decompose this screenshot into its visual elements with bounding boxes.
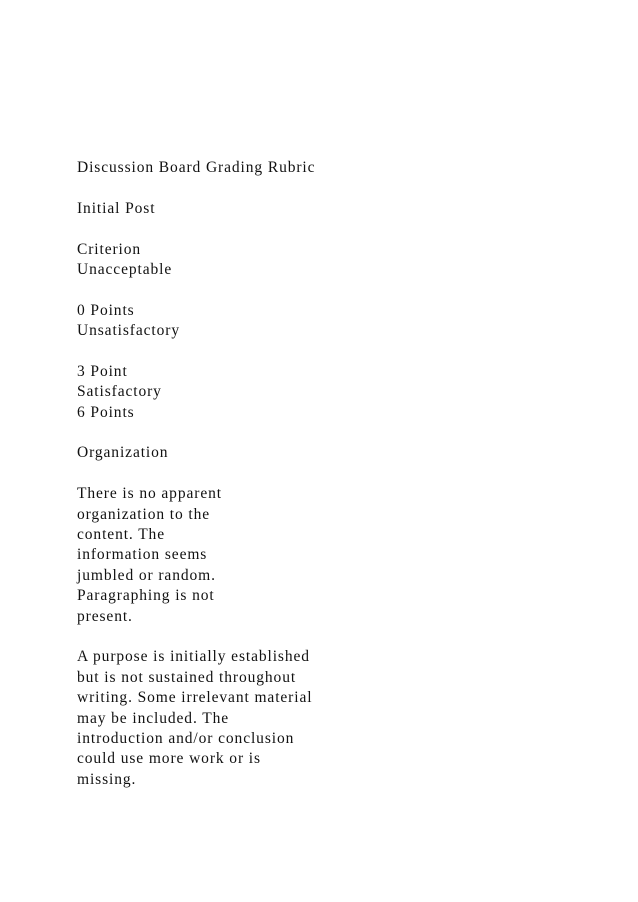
satisfactory-header: Satisfactory — [77, 383, 162, 401]
organization-unacceptable-line: jumbled or random. — [77, 566, 216, 584]
document-title: Discussion Board Grading Rubric — [77, 159, 316, 176]
organization-unacceptable-line: content. The — [77, 526, 165, 544]
organization-unsatisfactory-line: A purpose is initially established — [77, 648, 310, 666]
spacer — [77, 627, 557, 647]
section-title: Initial Post — [77, 199, 156, 217]
organization-unsatisfactory-line: may be included. The — [77, 709, 230, 727]
unsatisfactory-points: 3 Point — [77, 362, 128, 380]
organization-unsatisfactory-line: writing. Some irrelevant material — [77, 689, 313, 707]
criterion-header: Criterion — [77, 240, 142, 258]
spacer — [77, 342, 557, 362]
spacer — [77, 178, 557, 198]
organization-unacceptable-line: present. — [77, 607, 133, 625]
organization-unsatisfactory-line: introduction and/or conclusion — [77, 729, 295, 747]
unacceptable-points: 0 Points — [77, 301, 135, 319]
organization-criterion: Organization — [77, 444, 169, 462]
organization-unacceptable-line: Paragraphing is not — [77, 587, 215, 605]
organization-unacceptable-line: There is no apparent — [77, 485, 222, 503]
spacer — [77, 219, 557, 239]
unacceptable-header: Unacceptable — [77, 260, 173, 278]
organization-unacceptable-line: organization to the — [77, 505, 211, 523]
organization-unsatisfactory-line: but is not sustained throughout — [77, 668, 297, 686]
spacer — [77, 464, 557, 484]
unsatisfactory-header: Unsatisfactory — [77, 322, 180, 340]
spacer — [77, 280, 557, 300]
organization-unsatisfactory-line: missing. — [77, 770, 137, 788]
spacer — [77, 423, 557, 443]
document-text — [77, 158, 557, 790]
satisfactory-points: 6 Points — [77, 403, 135, 421]
organization-unacceptable-line: information seems — [77, 546, 208, 564]
organization-unsatisfactory-line: could use more work or is — [77, 750, 261, 768]
